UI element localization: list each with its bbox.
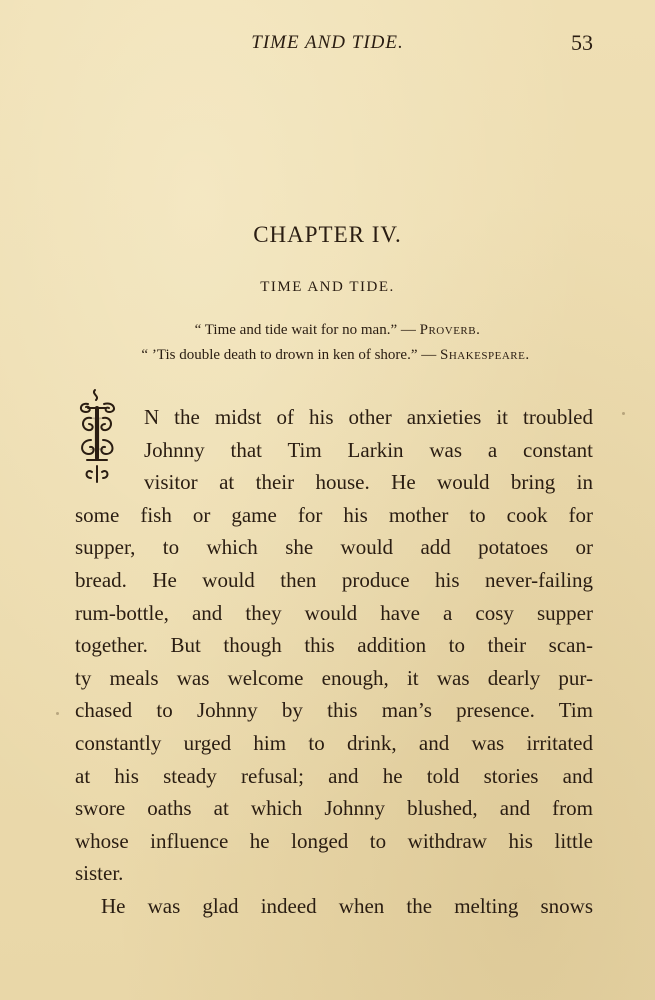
epigraph-proverb (10, 322, 655, 339)
paper-speck (56, 712, 59, 715)
drop-cap-letter: I (88, 405, 106, 461)
epigraph-attribution: Shakespeare. (439, 347, 530, 363)
text-line: rum-bottle, and they would have a cosy supper (75, 600, 593, 625)
text-line: Johnny that Tim Larkin was a constant (144, 437, 593, 462)
epigraph-quote: “ ’Tis double death to drown in ken of shore.” — (141, 347, 437, 363)
text-line: chased to Johnny by this man’s presence. Tim (75, 698, 593, 723)
chapter-title: CHAPTER IV. (253, 222, 402, 247)
text-line: visitor at their house. He would bring in (144, 470, 593, 495)
text-line: ty meals was welcome enough, it was dearly pur- (75, 665, 593, 690)
text-line: sister. (75, 861, 124, 886)
epigraph-quote: “ Time and tide wait for no man.” — (194, 322, 416, 338)
running-title: TIME AND TIDE. (251, 32, 404, 53)
text-line: N the midst of his other anxieties it troubled (144, 405, 593, 429)
paper-speck (622, 412, 625, 415)
epigraph-shakespeare (8, 347, 655, 364)
text-line: whose influence he longed to withdraw his little (75, 828, 593, 853)
epigraph-attribution: Proverb. (419, 322, 481, 338)
page-number: 53 (571, 30, 593, 55)
text-line: at his steady refusal; and he told stories and (75, 763, 593, 788)
text-line: swore oaths at which Johnny blushed, and from (75, 796, 593, 821)
running-head (0, 30, 655, 56)
body-text (75, 401, 593, 923)
text-line: constantly urged him to drink, and was irritated (75, 730, 593, 755)
text-line: bread. He would then produce his never-failing (75, 567, 593, 592)
text-line: some fish or game for his mother to cook for (75, 502, 593, 527)
text-line: He was glad indeed when the melting snows (101, 893, 593, 918)
chapter-subtitle: TIME AND TIDE. (260, 279, 395, 295)
text-line: supper, to which she would add potatoes or (75, 535, 593, 560)
text-line: together. But though this addition to their scan- (75, 633, 593, 658)
